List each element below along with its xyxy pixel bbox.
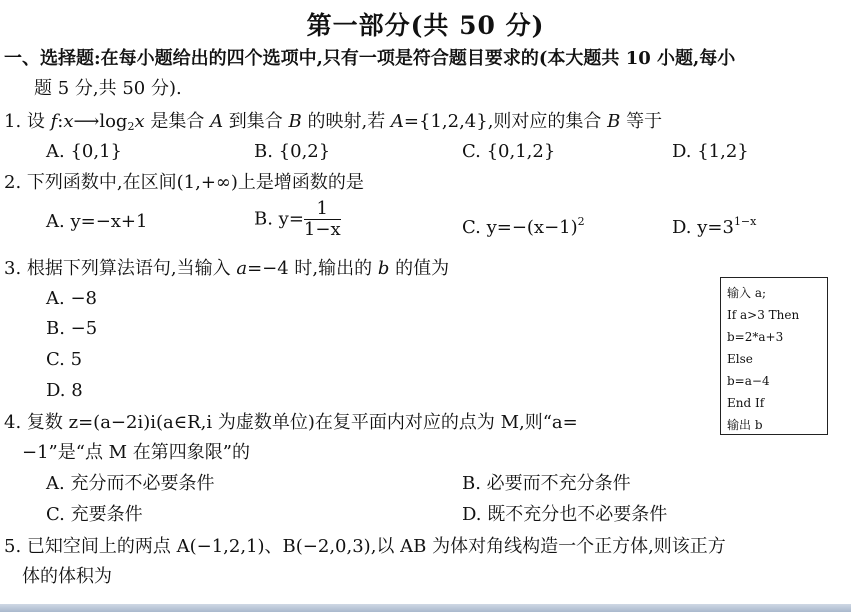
question-3-option-c: C. 5 [46,349,83,370]
question-2-option-d: D. $y=3^{1-x}$ [672,215,757,238]
code-line: End If [727,396,765,410]
code-line: 输入 a; [727,286,767,300]
question-2-option-c: C. $y=-(x-1)^2$ [462,215,585,238]
question-3-option-a: A. −8 [46,288,97,309]
code-line: 输出 b [727,418,763,432]
question-4-option-b: B. 必要而不充分条件 [462,473,631,494]
question-1-text: 1. 设 $f:x⟶\log_2x$ 是集合 A 到集合 B 的映射,若 A={1,2,4},则对应的集合 B 等于 [4,111,663,133]
code-line: Else [727,352,753,366]
question-1-option-c: C. {0,1,2} [462,141,556,162]
question-3-option-d: D. 8 [46,380,83,401]
question-4-option-c: C. 充要条件 [46,504,143,525]
question-2-option-b: B. y= $\frac{1}{1-x}$ [254,198,341,240]
question-4-option-a: A. 充分而不必要条件 [46,473,215,494]
question-4-text-line2: −1”是“点 M 在第四象限”的 [22,442,251,463]
question-1-option-b: B. {0,2} [254,141,331,162]
question-3-option-b: B. −5 [46,318,98,339]
question-5-text-line2: 体的体积为 [22,566,112,587]
page-title: 第一部分(共 50 分) [306,11,545,40]
code-line: If a>3 Then [727,308,800,322]
fraction: $\frac{1}{1-x}$ [303,198,341,240]
section-heading-line2: 题 5 分,共 50 分). [34,78,182,99]
question-4-text-line1: 4. 复数 z=(a−2i)i(a∈R,i 为虚数单位)在复平面内对应的点为 M,则“a= [4,412,578,433]
question-3-text: 3. 根据下列算法语句,当输入 a=−4 时,输出的 b 的值为 [4,258,450,279]
section-heading-line1: 一、选择题:在每小题给出的四个选项中,只有一项是符合题目要求的(本大题共 10 小题,每小 [4,48,736,69]
question-1-option-d: D. {1,2} [672,141,749,162]
question-2-text: 2. 下列函数中,在区间(1,+∞)上是增函数的是 [4,172,364,193]
code-line: b=2*a+3 [727,330,784,344]
taskbar [0,604,851,612]
question-5-text-line1: 5. 已知空间上的两点 A(−1,2,1)、B(−2,0,3),以 AB 为体对角线构造一个正方体,则该正方 [4,536,726,557]
algorithm-code-box [720,277,828,435]
question-2-option-a: A. y=−x+1 [46,211,148,232]
code-line: b=a−4 [727,374,770,388]
question-4-option-d: D. 既不充分也不必要条件 [462,504,668,525]
question-1-option-a: A. {0,1} [46,141,122,162]
